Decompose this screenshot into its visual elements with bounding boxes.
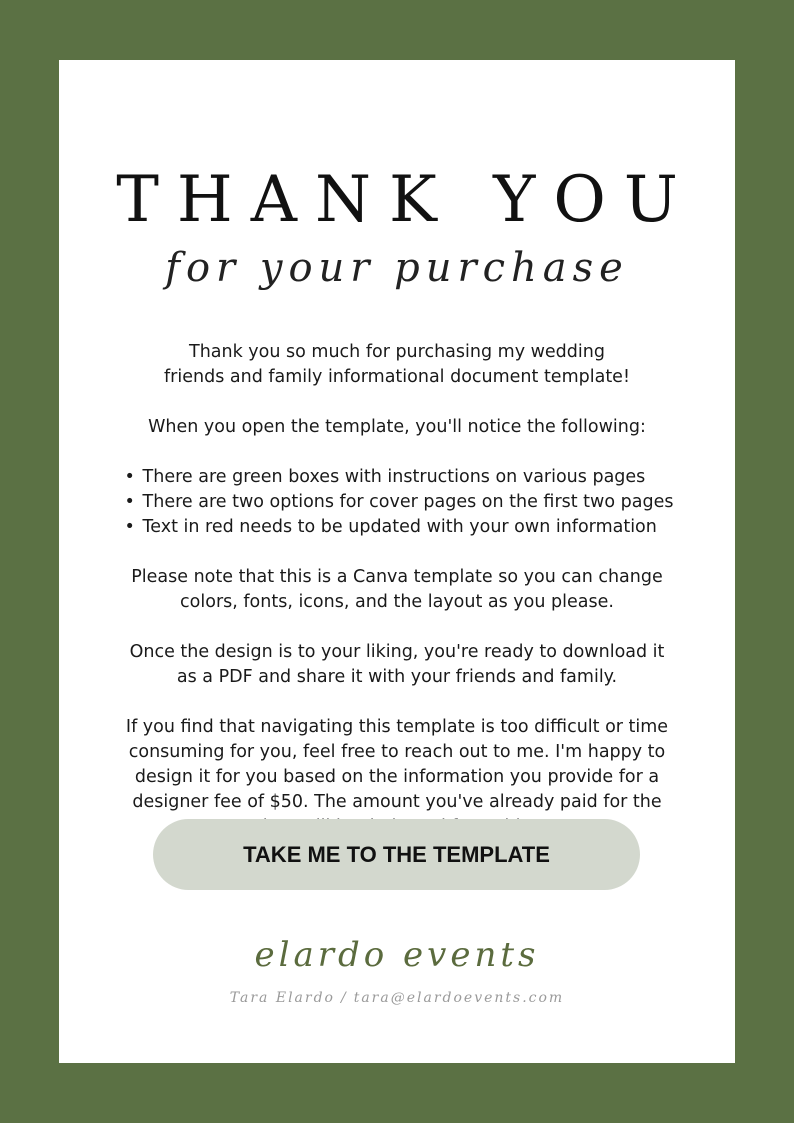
brand-logo-text: elardo events [254, 935, 540, 975]
list-item-text: Text in red needs to be updated with your own information [142, 517, 657, 537]
canva-note-line-1: Please note that this is a Canva template so you can change [131, 567, 663, 587]
canva-note-paragraph [89, 565, 705, 615]
page-subtitle: for your purchase [165, 245, 629, 291]
intro-paragraph [89, 340, 705, 390]
download-note-paragraph [89, 640, 705, 690]
contact-separator: / [340, 990, 348, 1006]
download-note-line-1: Once the design is to your liking, you're ready to download it [129, 642, 665, 662]
list-item [121, 465, 674, 490]
document-card [59, 60, 735, 1063]
list-item-text: There are green boxes with instructions on various pages [142, 467, 646, 487]
help-note-line-3: design it for you based on the information you provide for a [134, 767, 660, 787]
message-body [89, 340, 705, 865]
bullet-icon: • [124, 467, 135, 487]
contact-name: Tara Elardo [229, 990, 335, 1006]
page-title: THANK YOU [116, 163, 696, 237]
list-item [121, 515, 674, 540]
contact-line [59, 990, 735, 1006]
download-note-line-2: as a PDF and share it with your friends and family. [176, 667, 618, 687]
notice-paragraph: When you open the template, you'll notice the following: [148, 417, 646, 437]
list-item [121, 490, 674, 515]
bullet-icon: • [124, 517, 135, 537]
intro-line-2: friends and family informational document template! [164, 367, 630, 387]
bullet-icon: • [124, 492, 135, 512]
canva-note-line-2: colors, fonts, icons, and the layout as you please. [180, 592, 614, 612]
help-note-line-1: If you find that navigating this template is too difficult or time [125, 717, 669, 737]
contact-email[interactable]: tara@elardoevents.com [353, 990, 565, 1006]
help-note-line-2: consuming for you, feel free to reach out to me. I'm happy to [128, 742, 666, 762]
intro-line-1: Thank you so much for purchasing my wedding [189, 342, 605, 362]
instruction-list [121, 465, 674, 540]
help-note-line-4: designer fee of $50. The amount you've already paid for the [132, 792, 662, 812]
take-me-to-template-button[interactable]: TAKE ME TO THE TEMPLATE [153, 819, 640, 890]
list-item-text: There are two options for cover pages on the first two pages [142, 492, 674, 512]
